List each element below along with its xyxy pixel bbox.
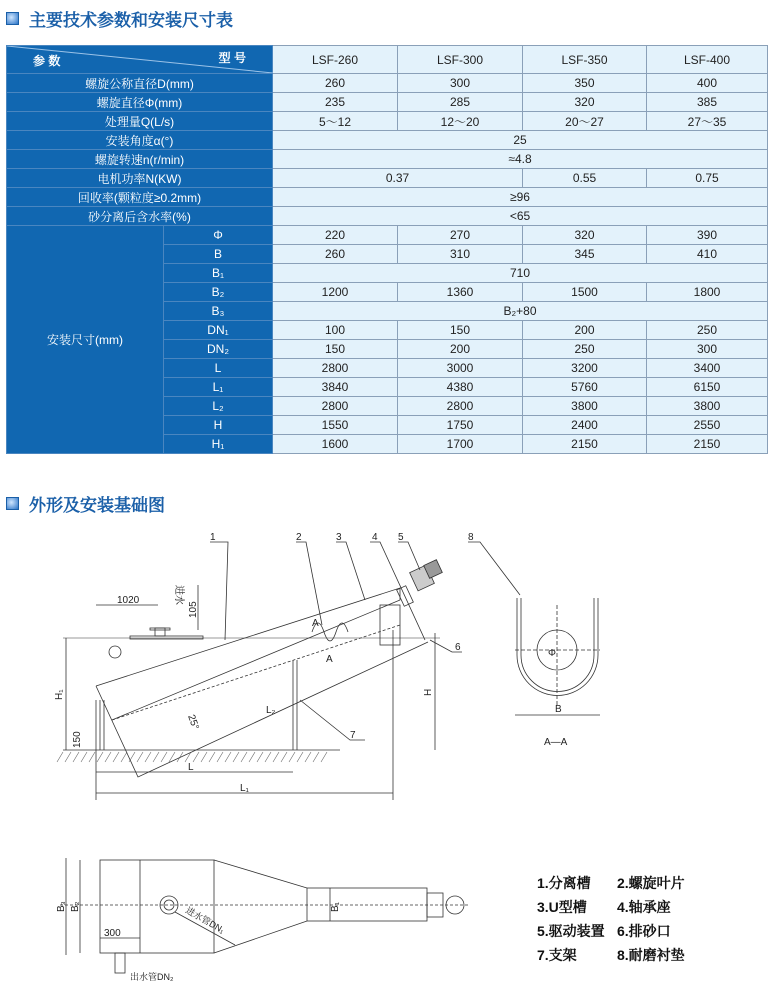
value-cell: B₂+80 (273, 302, 768, 321)
value-cell: 390 (647, 226, 768, 245)
value-cell: 200 (523, 321, 647, 340)
svg-text:2: 2 (296, 532, 302, 543)
row-label: 螺旋转速n(r/min) (7, 150, 273, 169)
row-label: B₃ (164, 302, 273, 321)
legend-item: 3.U型槽 (537, 899, 587, 915)
svg-text:出水管DN₂: 出水管DN₂ (130, 972, 174, 982)
svg-text:105: 105 (188, 601, 199, 618)
svg-text:1020: 1020 (117, 595, 140, 606)
svg-text:25°: 25° (185, 713, 201, 732)
value-cell: 250 (523, 340, 647, 359)
value-cell: 27～35 (647, 112, 768, 131)
install-group-label: 安装尺寸(mm) (7, 226, 164, 454)
model-header: 型 号 (218, 51, 246, 65)
value-cell: 4380 (398, 378, 523, 397)
value-cell: 320 (523, 93, 647, 112)
value-cell: 25 (273, 131, 768, 150)
svg-text:A—A: A—A (544, 737, 568, 748)
value-cell: 270 (398, 226, 523, 245)
svg-text:B₂: B₂ (70, 901, 81, 912)
value-cell: 150 (273, 340, 398, 359)
svg-text:B₁: B₁ (330, 901, 341, 912)
value-cell: 300 (398, 74, 523, 93)
legend-item: 7.支架 (537, 947, 577, 963)
plan-view (60, 858, 470, 973)
row-label: B₁ (164, 264, 273, 283)
value-cell: 2150 (523, 435, 647, 454)
value-cell: 150 (398, 321, 523, 340)
row-label: 螺旋公称直径D(mm) (7, 74, 273, 93)
value-cell: 2400 (523, 416, 647, 435)
svg-text:H: H (423, 688, 434, 696)
value-cell: 100 (273, 321, 398, 340)
value-cell: 1600 (273, 435, 398, 454)
value-cell: ≥96 (273, 188, 768, 207)
row-label: 螺旋直径Φ(mm) (7, 93, 273, 112)
legend-item: 4.轴承座 (617, 899, 671, 915)
value-cell: 285 (398, 93, 523, 112)
value-cell: 12～20 (398, 112, 523, 131)
value-cell: 2800 (273, 359, 398, 378)
value-cell: 400 (647, 74, 768, 93)
value-cell: 1750 (398, 416, 523, 435)
section-a-a (515, 598, 600, 715)
svg-text:4: 4 (372, 532, 378, 543)
svg-text:300: 300 (104, 928, 121, 939)
value-cell: 260 (273, 245, 398, 264)
row-label: B₂ (164, 283, 273, 302)
row-label: Φ (164, 226, 273, 245)
value-cell: 5760 (523, 378, 647, 397)
value-cell: 5～12 (273, 112, 398, 131)
value-cell: 1200 (273, 283, 398, 302)
value-cell: 3800 (647, 397, 768, 416)
value-cell: 3000 (398, 359, 523, 378)
value-cell: 300 (647, 340, 768, 359)
value-cell: 3400 (647, 359, 768, 378)
value-cell: 2150 (647, 435, 768, 454)
row-label: H (164, 416, 273, 435)
value-cell: 320 (523, 226, 647, 245)
row-label: DN₁ (164, 321, 273, 340)
value-cell: 350 (523, 74, 647, 93)
svg-text:3: 3 (336, 532, 342, 543)
value-cell: 0.75 (647, 169, 768, 188)
value-cell: 410 (647, 245, 768, 264)
svg-text:7: 7 (350, 730, 356, 741)
row-label: 回收率(颗粒度≥0.2mm) (7, 188, 273, 207)
svg-text:B₃: B₃ (56, 901, 67, 912)
svg-text:L₂: L₂ (266, 705, 276, 716)
svg-text:A: A (312, 618, 319, 629)
value-cell: 1800 (647, 283, 768, 302)
svg-text:1: 1 (210, 532, 216, 543)
value-cell: 1550 (273, 416, 398, 435)
svg-text:进水: 进水 (173, 585, 184, 605)
svg-text:L: L (188, 762, 194, 773)
value-cell: 1500 (523, 283, 647, 302)
value-cell: 710 (273, 264, 768, 283)
value-cell: 200 (398, 340, 523, 359)
row-label: 处理量Q(L/s) (7, 112, 273, 131)
side-view (57, 542, 520, 800)
legend-item: 2.螺旋叶片 (617, 875, 685, 891)
row-label: L (164, 359, 273, 378)
row-label: L₁ (164, 378, 273, 397)
value-cell: ≈4.8 (273, 150, 768, 169)
svg-text:H₁: H₁ (54, 689, 65, 700)
row-label: DN₂ (164, 340, 273, 359)
legend-item: 8.耐磨衬垫 (617, 947, 685, 963)
model-lsf-400: LSF-400 (647, 46, 768, 74)
value-cell: 0.55 (523, 169, 647, 188)
row-label: H₁ (164, 435, 273, 454)
value-cell: 260 (273, 74, 398, 93)
value-cell: 3800 (523, 397, 647, 416)
value-cell: 250 (647, 321, 768, 340)
svg-text:150: 150 (72, 731, 83, 748)
row-label: 安装角度α(°) (7, 131, 273, 150)
value-cell: 235 (273, 93, 398, 112)
row-label: L₂ (164, 397, 273, 416)
value-cell: 1700 (398, 435, 523, 454)
svg-text:Φ: Φ (548, 648, 556, 659)
value-cell: 2800 (273, 397, 398, 416)
value-cell: 310 (398, 245, 523, 264)
svg-text:A: A (326, 654, 333, 665)
value-cell: 220 (273, 226, 398, 245)
legend-item: 6.排砂口 (617, 923, 671, 939)
legend-item: 5.驱动装置 (537, 923, 605, 939)
svg-text:5: 5 (398, 532, 404, 543)
value-cell: 1360 (398, 283, 523, 302)
model-lsf-260: LSF-260 (273, 46, 398, 74)
row-label: B (164, 245, 273, 264)
row-label: 电机功率N(KW) (7, 169, 273, 188)
row-label: 砂分离后含水率(%) (7, 207, 273, 226)
svg-text:B: B (555, 704, 562, 715)
value-cell: 3840 (273, 378, 398, 397)
value-cell: 385 (647, 93, 768, 112)
legend-item: 1.分离槽 (537, 875, 591, 891)
value-cell: 345 (523, 245, 647, 264)
svg-text:6: 6 (455, 642, 461, 653)
value-cell: <65 (273, 207, 768, 226)
value-cell: 3200 (523, 359, 647, 378)
param-header: 参 数 (33, 54, 61, 68)
svg-text:进水管DN₁: 进水管DN₁ (184, 905, 227, 936)
value-cell: 2800 (398, 397, 523, 416)
model-lsf-350: LSF-350 (523, 46, 647, 74)
svg-text:L₁: L₁ (240, 783, 249, 794)
model-lsf-300: LSF-300 (398, 46, 523, 74)
value-cell: 2550 (647, 416, 768, 435)
value-cell: 20～27 (523, 112, 647, 131)
svg-text:8: 8 (468, 532, 474, 543)
section-title-drawing: 外形及安装基础图 (6, 491, 165, 516)
parts-legend (537, 873, 697, 965)
section-title-specs: 主要技术参数和安装尺寸表 (6, 6, 233, 31)
value-cell: 0.37 (273, 169, 523, 188)
value-cell: 6150 (647, 378, 768, 397)
